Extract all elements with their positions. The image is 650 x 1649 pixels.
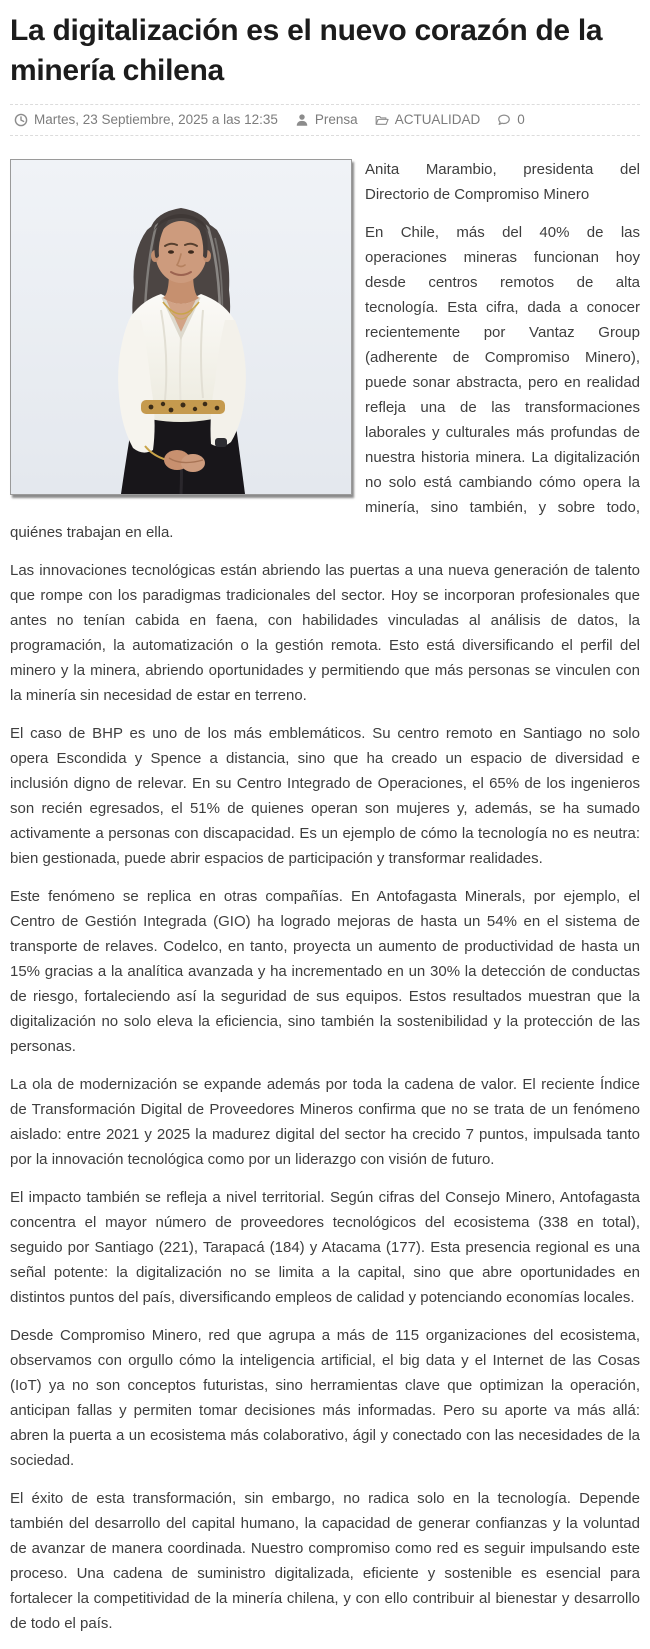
article-paragraph: El éxito de esta transformación, sin embargo, no radica solo en la tecnología. Depende también del desarrollo del capital humano, la capacidad de generar confianzas y la voluntad de avanzar de manera coordinada. Nuestro compromiso como red es seguir impulsando este proceso. Una cadena de suministro digitalizada, eficiente y sostenible es esencial para fortalecer la competitividad de la minería chilena, y con ello contribuir al bienestar y desarrollo de todo el país. [10, 1490, 640, 1632]
article-paragraph: Este fenómeno se replica en otras compañías. En Antofagasta Minerals, por ejemplo, el Centro de Gestión Integrada (GIO) ha logrado mejoras de hasta un 54% en el sistema de transporte de relaves. Codelco, en tanto, proyecta un aumento de productividad de hasta un 15% gracias a la analítica avanzada y ha incrementado en un 30% la detección de conductas de riesgo, fortaleciendo así la seguridad de sus equipos. Estos resultados muestran que la digitalización no solo eleva la eficiencia, sino también la sostenibilidad y la protección de las personas. [10, 888, 640, 1055]
article-paragraph: El impacto también se refleja a nivel territorial. Según cifras del Consejo Minero, Antofagasta concentra el mayor número de proveedores tecnológicos del ecosistema (338 en total), seguido por Santiago (221), Tarapacá (184) y Atacama (177). Esta presencia regional es una señal potente: la digitalización no se limita a la capital, sino que abre oportunidades en distintos puntos del país, diversificando empleos de calidad y potenciando economías locales. [10, 1189, 640, 1306]
meta-comments-count: 0 [517, 112, 525, 127]
article-image [10, 159, 352, 495]
clock-icon [14, 113, 28, 127]
portrait-photo-illustration [11, 160, 351, 494]
meta-category-label: ACTUALIDAD [394, 112, 481, 127]
meta-date-label: Martes, 23 Septiembre, 2025 a las 12:35 [34, 112, 278, 127]
meta-date [14, 112, 278, 127]
meta-author-label: Prensa [314, 112, 358, 127]
image-caption: Anita Marambio, presidenta del Directorio de Compromiso Minero [365, 161, 640, 203]
meta-comments[interactable] [497, 112, 525, 127]
comment-bubble-icon [497, 113, 511, 127]
page-title: La digitalización es el nuevo corazón de la minería chilena [10, 14, 603, 87]
meta-category[interactable] [375, 112, 481, 127]
article-paragraph: En Chile, más del 40% de las operaciones mineras funcionan hoy desde centros remotos de alta tecnología. Esta cifra, dada a conocer recientemente por Vantaz Group (adherente de Compromiso Minero), puede sonar abstracta, pero en realidad refleja una de las transformaciones laborales y culturales más profundas de nuestra historia minera. La digitalización no solo está cambiando cómo opera la minería, sino también, y sobre todo, quiénes trabajan en ella. [10, 224, 640, 541]
article-body [10, 157, 640, 1636]
article-paragraph: El caso de BHP es uno de los más emblemáticos. Su centro remoto en Santiago no solo opera Escondida y Spence a distancia, sino que ha creado un espacio de diversidad e inclusión digno de relevar. En su Centro Integrado de Operaciones, el 65% de los ingenieros son recién egresados, el 51% de quienes operan son mujeres y, además, se ha sumado activamente a personas con discapacidad. Es un ejemplo de cómo la tecnología no es neutra: bien gestionada, puede abrir espacios de participación y transformar realidades. [10, 725, 640, 867]
article-paragraph: Las innovaciones tecnológicas están abriendo las puertas a una nueva generación de talento que rompe con los paradigmas tradicionales del sector. Hoy se incorporan profesionales que antes no tenían cabida en faena, con habilidades vinculadas al análisis de datos, la programación, la automatización o la gestión remota. Esto está diversificando el perfil del minero y la minera, abriendo oportunidades y permitiendo que más personas se vinculen con la minería sin necesidad de estar en terreno. [10, 562, 640, 704]
article-paragraph: Desde Compromiso Minero, red que agrupa a más de 115 organizaciones del ecosistema, observamos con orgullo cómo la inteligencia artificial, el big data y el Internet de las Cosas (IoT) ya no son conceptos futuristas, sino herramientas clave que optimizan la operación, anticipan fallas y permiten tomar decisiones más informadas. Pero su aporte va más allá: abren la puerta a un ecosistema más colaborativo, ágil y conectado con las necesidades de la sociedad. [10, 1327, 640, 1469]
meta-author[interactable] [295, 112, 358, 127]
user-icon [295, 113, 309, 127]
folder-open-icon [375, 113, 389, 127]
article-paragraph: La ola de modernización se expande además por toda la cadena de valor. El reciente Índice de Transformación Digital de Proveedores Mineros confirma que no se trata de un fenómeno aislado: entre 2021 y 2025 la madurez digital del sector ha crecido 7 puntos, impulsada tanto por la innovación tecnológica como por un liderazgo con visión de futuro. [10, 1076, 640, 1168]
meta-bar [10, 104, 640, 136]
article-page [0, 11, 650, 1636]
